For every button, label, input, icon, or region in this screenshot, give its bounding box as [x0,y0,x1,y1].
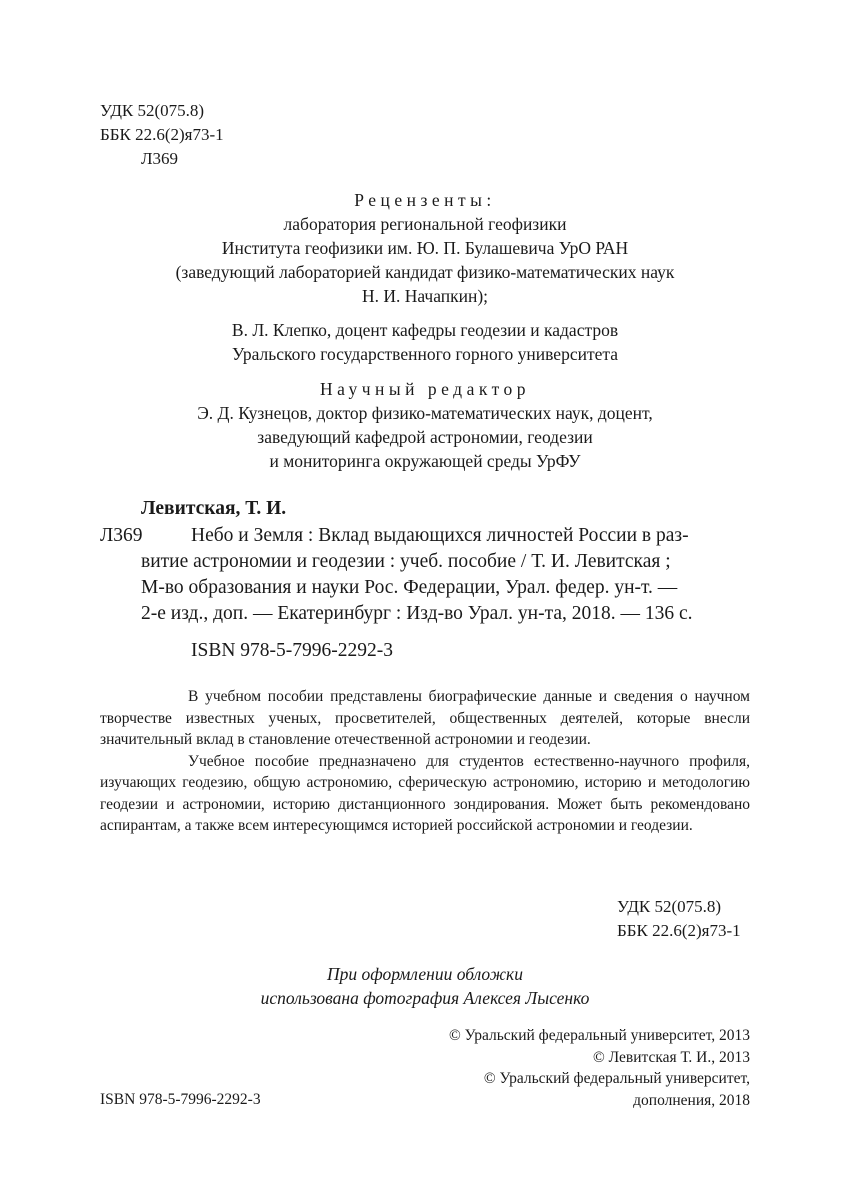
editor-line: заведующий кафедрой астрономии, геодезии [257,427,593,447]
udk-code: УДК 52(075.8) [100,101,205,120]
copyright-line: дополнения, 2018 [633,1091,750,1109]
editor-heading: Научный редактор [319,379,531,399]
bbk-code-right: ББК 22.6(2)я73-1 [617,921,741,940]
reviewer-line: Института геофизики им. Ю. П. Булашевича УрО РАН [221,238,629,258]
reviewers-heading: Рецензенты: [354,190,496,210]
entry-line: 2-е изд., доп. — Екатеринбург : Изд-во Урал. ун-та, 2018. — 136 с. [141,603,693,624]
editor-section [100,377,750,473]
abstract [100,686,750,837]
entry-line: Небо и Земля : Вклад выдающихся личностей России в раз- [191,525,689,546]
entry-line: витие астрономии и геодезии : учеб. пособие / Т. И. Левитская ; [141,551,671,572]
copyright-line: © Уральский федеральный университет, [483,1070,750,1087]
cover-note-line: использована фотография Алексея Лысенко [260,988,590,1008]
author-sign-code: Л369 [141,149,179,168]
cover-note [100,962,750,1010]
editor-line: и мониторинга окружающей среды УрФУ [269,451,581,471]
entry-author: Левитская, Т. И. [141,498,287,519]
reviewer-line: Уральского государственного горного университета [231,344,619,364]
copyright-block [449,1025,750,1111]
entry-isbn: ISBN 978-5-7996-2292-3 [191,640,394,661]
entry-code: Л369 [100,525,143,546]
editor-line: Э. Д. Кузнецов, доктор физико-математических наук, доцент, [197,403,653,423]
udk-code-right: УДК 52(075.8) [617,897,722,916]
copyright-line: © Уральский федеральный университет, 2013 [448,1027,750,1044]
bbk-code: ББК 22.6(2)я73-1 [100,125,224,144]
reviewers-section [100,188,750,366]
abstract-paragraph: В учебном пособии представлены биографические данные и сведения о научном творчестве известных ученых, просветителей, общественных деятелей, которые внесли значительный вклад в становление отечественной астрономии и геодезии. [100,688,750,748]
reviewer-line: Н. И. Начапкин); [361,286,489,306]
reviewer-line: В. Л. Клепко, доцент кафедры геодезии и кадастров [231,320,619,340]
reviewer-line: лаборатория региональной геофизики [283,214,567,234]
cover-note-line: При оформлении обложки [327,964,523,984]
entry-line: М-во образования и науки Рос. Федерации, Урал. федер. ун-т. — [141,577,678,598]
reviewer-line: (заведующий лабораторией кандидат физико-математических наук [175,262,675,282]
bottom-isbn: ISBN 978-5-7996-2292-3 [100,1091,261,1108]
abstract-paragraph: Учебное пособие предназначено для студентов естественно-научного профиля, изучающих геодезию, общую астрономию, сферическую астрономию, историю и методологию геодезии и астрономии, историю дистанционного зондирования. Может быть рекомендовано аспирантам, а также всем интересующимся историей российской астрономии и геодезии. [100,752,750,834]
copyright-line: © Левитская Т. И., 2013 [592,1048,750,1066]
